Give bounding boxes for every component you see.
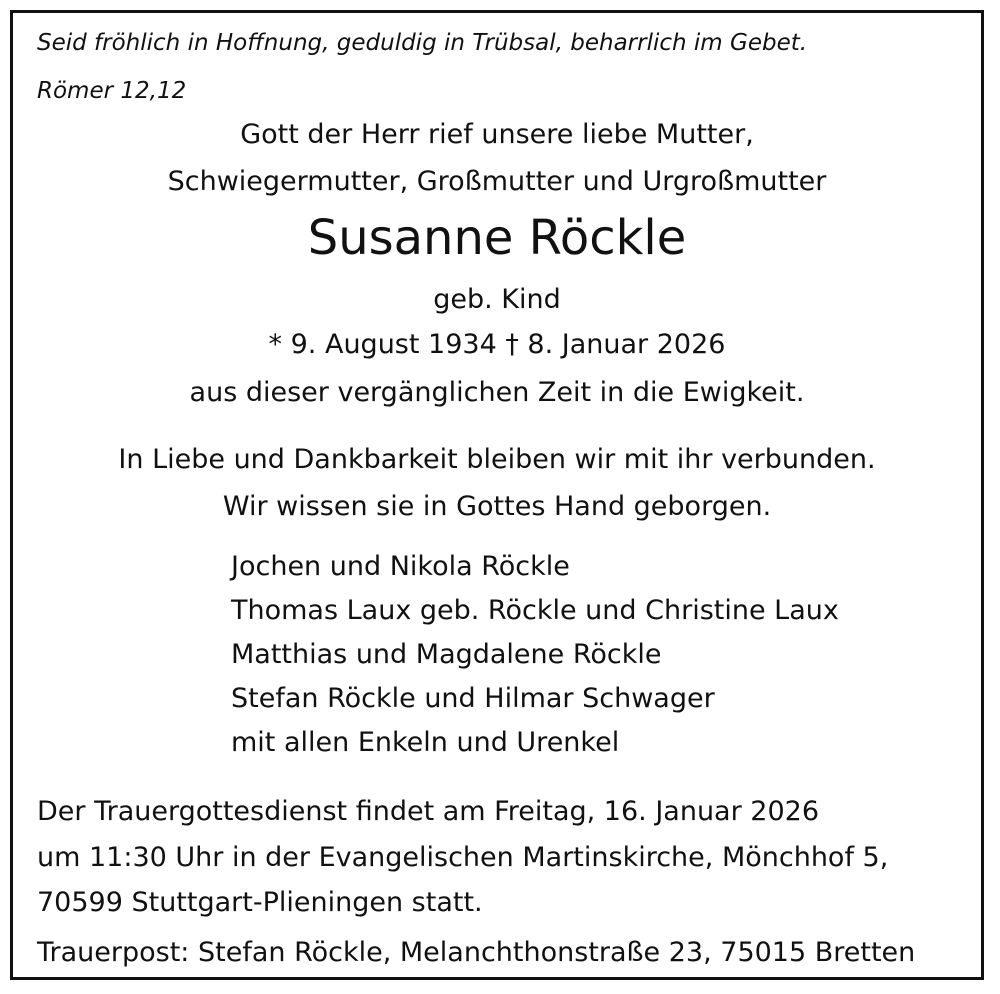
family-member-5: mit allen Enkeln und Urenkel	[231, 727, 620, 758]
service-line-2: um 11:30 Uhr in der Evangelischen Martinskirche, Mönchhof 5,	[37, 842, 889, 873]
family-member-2: Thomas Laux geb. Röckle und Christine Laux	[231, 595, 839, 626]
mail-address: Trauerpost: Stefan Röckle, Melanchthonstraße 23, 75015 Bretten	[37, 937, 916, 968]
family-member-1: Jochen und Nikola Röckle	[231, 551, 570, 582]
service-line-1: Der Trauergottesdienst findet am Freitag, 16. Januar 2026	[37, 796, 819, 827]
maiden-name: geb. Kind	[433, 284, 561, 315]
announcement-line-2: Schwiegermutter, Großmutter und Urgroßmutter	[167, 166, 827, 197]
life-dates: * 9. August 1934 † 8. Januar 2026	[268, 329, 726, 360]
verse-reference: Römer 12,12	[37, 78, 187, 104]
announcement-line-1: Gott der Herr rief unsere liebe Mutter,	[240, 119, 754, 150]
deceased-name: Susanne Röckle	[307, 210, 687, 266]
family-member-3: Matthias und Magdalene Röckle	[231, 639, 662, 670]
remembrance-line-2: Wir wissen sie in Gottes Hand geborgen.	[222, 491, 772, 522]
family-member-4: Stefan Röckle und Hilmar Schwager	[231, 683, 715, 714]
remembrance-line-1: In Liebe und Dankbarkeit bleiben wir mit ihr verbunden.	[118, 444, 876, 475]
passing-line: aus dieser vergänglichen Zeit in die Ewigkeit.	[189, 377, 805, 408]
obituary-notice	[10, 10, 984, 980]
service-line-3: 70599 Stuttgart-Plieningen statt.	[37, 887, 483, 918]
verse-text: Seid fröhlich in Hoffnung, geduldig in Trübsal, beharrlich im Gebet.	[37, 30, 808, 56]
